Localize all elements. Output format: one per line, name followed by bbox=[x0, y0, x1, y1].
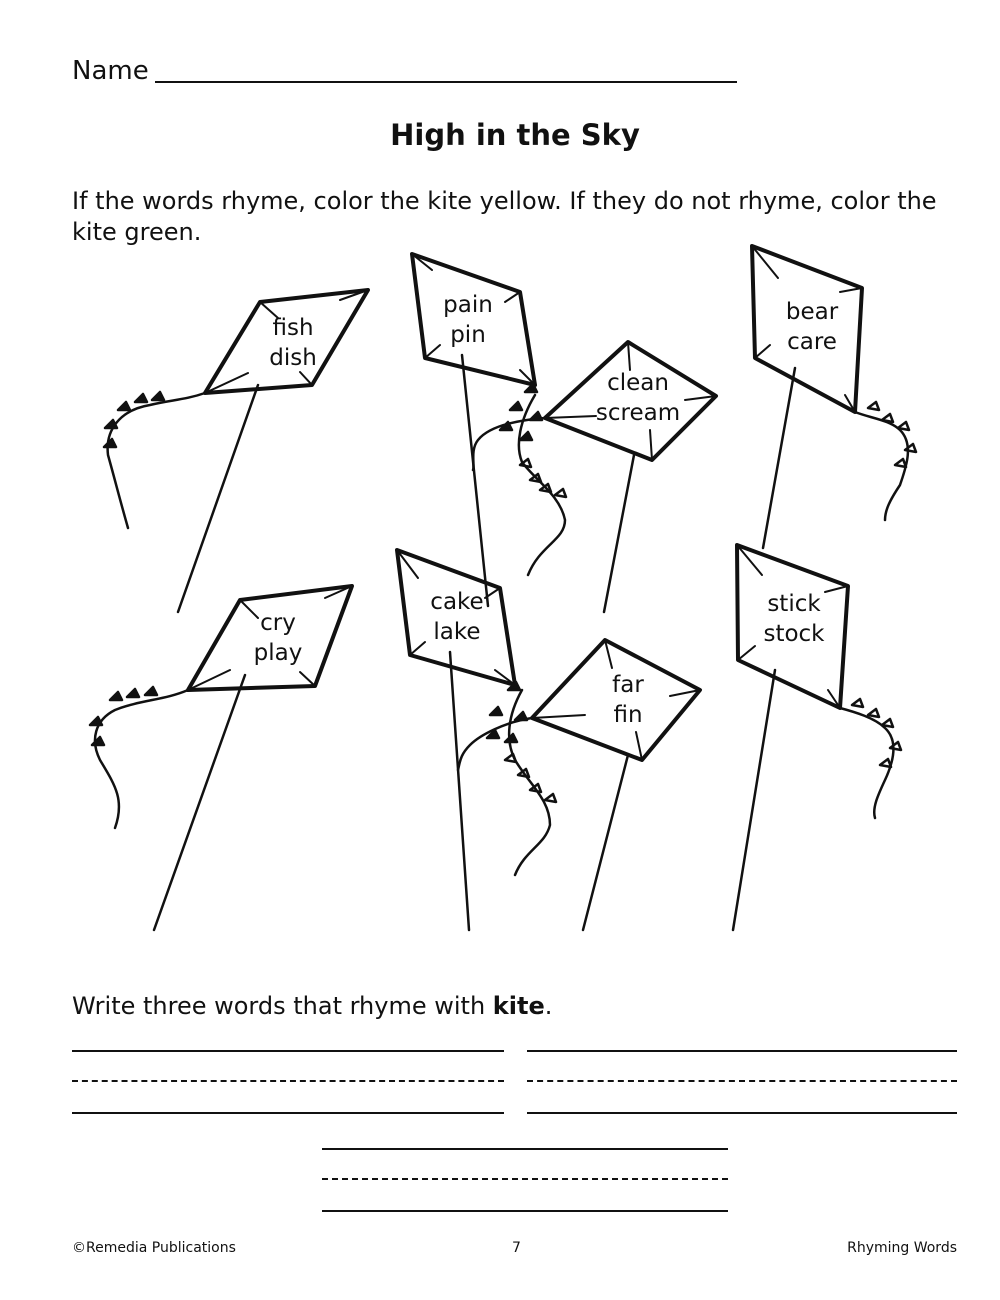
kite-word-8b: stock bbox=[763, 621, 825, 647]
kite-word-6a: cake bbox=[430, 589, 484, 615]
kite-word-7b: fin bbox=[613, 702, 643, 728]
kite-word-5a: cry bbox=[260, 610, 296, 636]
kite-word-3b: scream bbox=[595, 400, 681, 426]
kite-bear-care[interactable] bbox=[752, 246, 916, 548]
write-prompt bbox=[72, 992, 552, 1020]
instructions: If the words rhyme, color the kite yellow. If they do not rhyme, color the kite green. bbox=[72, 187, 937, 246]
footer-book-title: Rhyming Words bbox=[847, 1240, 957, 1256]
write-prompt-text: Write three words that rhyme with bbox=[72, 992, 493, 1020]
kite-word-2a: pain bbox=[443, 292, 493, 318]
page-title: High in the Sky bbox=[390, 118, 640, 152]
write-prompt-keyword: kite bbox=[492, 992, 545, 1020]
write-prompt-end: . bbox=[544, 992, 553, 1020]
answer-line-1[interactable] bbox=[72, 1040, 504, 1120]
answer-line-3[interactable] bbox=[322, 1138, 728, 1218]
footer-publisher: ©Remedia Publications bbox=[72, 1240, 236, 1256]
footer-page-number: 7 bbox=[512, 1240, 521, 1256]
kite-word-1b: dish bbox=[269, 345, 317, 371]
kite-word-3a: clean bbox=[607, 370, 669, 396]
kite-word-6b: lake bbox=[433, 619, 481, 645]
kite-word-4b: care bbox=[787, 329, 837, 355]
kite-word-8a: stick bbox=[767, 591, 821, 617]
kite-word-2b: pin bbox=[450, 322, 486, 348]
kite-word-5b: play bbox=[253, 640, 303, 666]
kite-word-7a: far bbox=[612, 672, 644, 698]
answer-line-2[interactable] bbox=[527, 1040, 957, 1120]
name-label: Name bbox=[72, 56, 149, 86]
kite-word-1a: fish bbox=[272, 315, 314, 341]
kite-word-4a: bear bbox=[785, 299, 839, 325]
